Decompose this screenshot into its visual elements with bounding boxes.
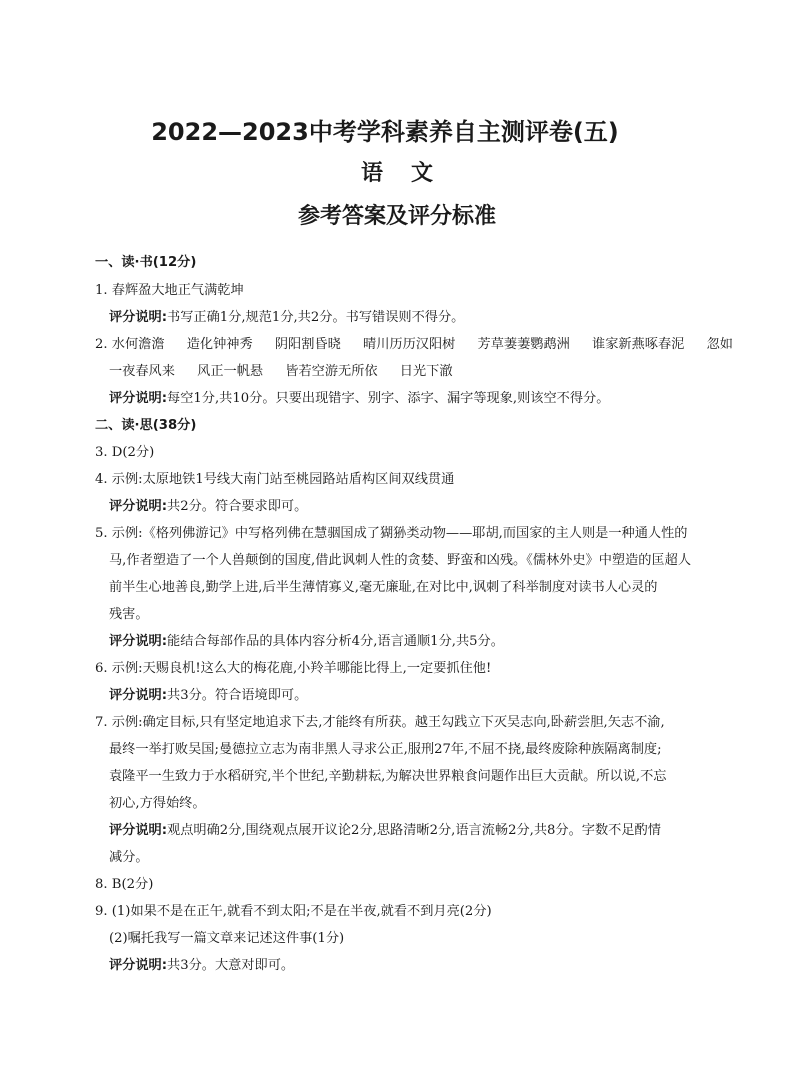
answer-q7-line2: 最终一举打败吴国;曼德拉立志为南非黑人寻求公正,服刑27年,不屈不挠,最终废除种族隔离制度; [109,742,662,757]
answer-q7-line3: 袁隆平一生致力于水稻研究,半个世纪,辛勤耕耘,为解决世界粮食问题作出巨大贡献。所以说,不忘 [109,769,667,784]
scoring-note-q4 [109,498,307,516]
list-item: 忽如 [706,337,733,352]
scoring-note-q7 [109,822,661,840]
scoring-text: 共3分。大意对即可。 [167,958,295,973]
page-subtitle: 参考答案及评分标准 [297,204,496,229]
scoring-note-q7-cont: 减分。 [109,850,149,865]
answer-q6: 6. 示例:天赐良机!这么大的梅花鹿,小羚羊哪能比得上,一定要抓住他! [95,661,492,676]
scoring-label: 评分说明: [109,823,168,838]
answer-q5-line2: 马,作者塑造了一个人兽颠倒的国度,借此讽刺人性的贪婪、野蛮和凶残。《儒林外史》中塑造的匡超人 [109,553,692,568]
list-item: 日光下澈 [399,364,453,379]
subject-title: 语文 [360,161,461,186]
scoring-label: 评分说明: [109,634,168,649]
scoring-text: 观点明确2分,围绕观点展开议论2分,思路清晰2分,语言流畅2分,共8分。字数不足酌情 [167,823,661,838]
list-item: 芳草萋萋鹦鹉洲 [477,337,570,352]
answer-q5-line3: 前半生心地善良,勤学上进,后半生薄情寡义,毫无廉耻,在对比中,讽刺了科举制度对读书人心灵的 [109,580,658,595]
scoring-note-q1 [109,309,464,327]
list-item: 阴阳割昏晓 [274,337,341,352]
scoring-text: 书写正确1分,规范1分,共2分。书写错误则不得分。 [167,310,465,325]
section-heading-1: 一、读·书(12分) [95,255,197,270]
scoring-note-q2 [109,390,609,408]
list-item: 晴川历历汉阳树 [363,337,456,352]
scoring-note-q6 [109,687,307,705]
list-item: 风正一帆悬 [197,364,264,379]
answer-q7-line1: 7. 示例:确定目标,只有坚定地追求下去,才能终有所获。越王勾践立下灭吴志向,卧薪尝胆,矢志不渝, [95,715,665,730]
answer-q5-line4: 残害。 [109,607,149,622]
page-title: 2022—2023中考学科素养自主测评卷(五) [151,118,619,146]
scoring-label: 评分说明: [109,688,168,703]
answer-q2-line1 [95,336,733,354]
scoring-text: 能结合每部作品的具体内容分析4分,语言通顺1分,共5分。 [167,634,504,649]
scoring-label: 评分说明: [109,310,168,325]
scoring-label: 评分说明: [109,958,168,973]
scoring-note-q5 [109,633,504,651]
scoring-note-q9 [109,957,294,975]
list-item: 2. 水何澹澹 [95,337,165,352]
list-item: 谁家新燕啄春泥 [592,337,685,352]
section-heading-2: 二、读·思(38分) [95,418,197,433]
answer-q9-2: (2)嘱托我写一篇文章来记述这件事(1分) [109,931,345,946]
answer-q8: 8. B(2分) [95,877,154,892]
scoring-text: 共3分。符合语境即可。 [167,688,308,703]
answer-q5-line1: 5. 示例:《格列佛游记》中写格列佛在慧骃国成了猢狲类动物——耶胡,而国家的主人则是一种通人性的 [95,526,688,541]
scoring-text: 共2分。符合要求即可。 [167,499,308,514]
answer-q7-line4: 初心,方得始终。 [109,796,206,811]
list-item: 造化钟神秀 [186,337,253,352]
answer-q4: 4. 示例:太原地铁1号线大南门站至桃园路站盾构区间双线贯通 [95,472,455,487]
answer-q3: 3. D(2分) [95,445,155,460]
scoring-label: 评分说明: [109,391,168,406]
answer-q2-line2 [109,363,453,381]
answer-q1: 1. 春辉盈大地正气满乾坤 [95,283,244,298]
list-item: 皆若空游无所依 [285,364,378,379]
answer-q9-1: 9. (1)如果不是在正午,就看不到太阳;不是在半夜,就看不到月亮(2分) [95,904,492,919]
scoring-label: 评分说明: [109,499,168,514]
list-item: 一夜春风来 [109,364,175,379]
scoring-text: 每空1分,共10分。只要出现错字、别字、添字、漏字等现象,则该空不得分。 [167,391,610,406]
